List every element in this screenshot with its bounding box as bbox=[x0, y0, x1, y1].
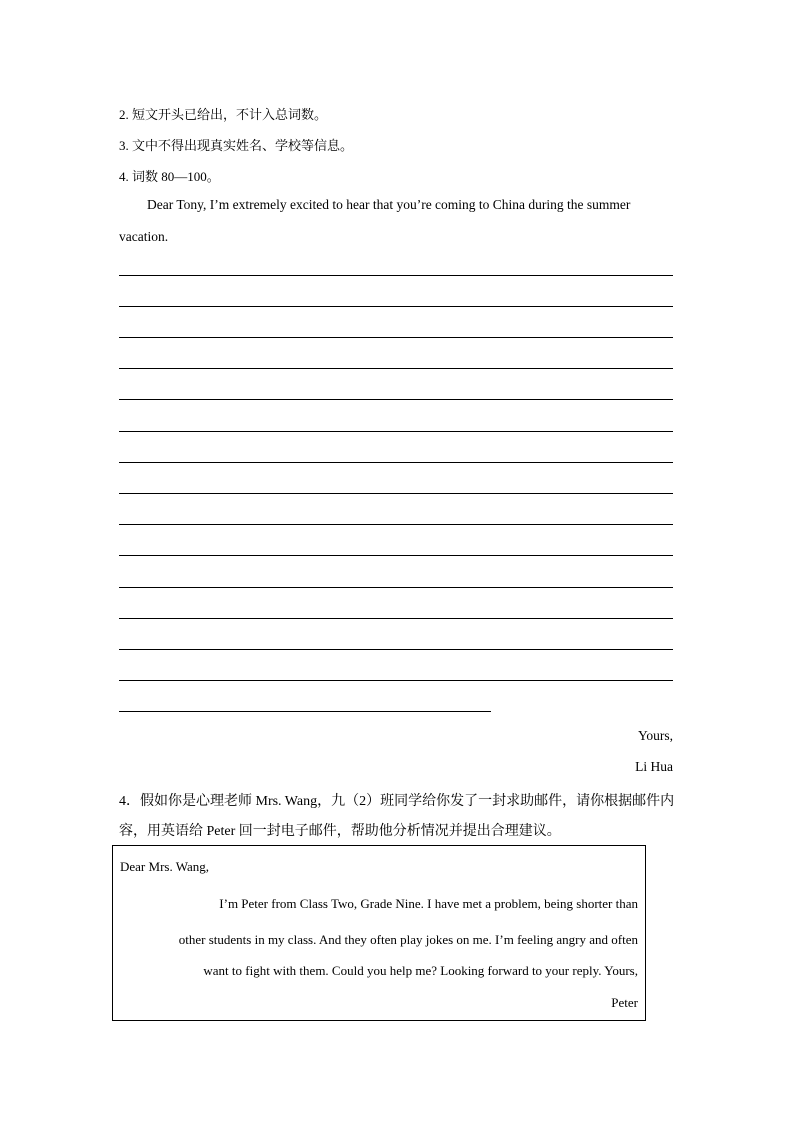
writing-line[interactable] bbox=[119, 275, 673, 276]
email-body-line-3: want to fight with them. Could you help me? Looking forward to your reply. Yours, bbox=[203, 963, 638, 978]
writing-line[interactable] bbox=[119, 306, 673, 307]
writing-line[interactable] bbox=[119, 587, 673, 588]
email-box bbox=[112, 845, 646, 1021]
requirement-2: 2. 短文开头已给出，不计入总词数。 bbox=[119, 107, 328, 122]
writing-line[interactable] bbox=[119, 555, 673, 556]
letter-opening-line-2: vacation. bbox=[119, 229, 169, 244]
requirement-4: 4. 词数 80—100。 bbox=[119, 169, 220, 184]
requirement-3: 3. 文中不得出现真实姓名、学校等信息。 bbox=[119, 138, 354, 153]
letter-closing: Yours, bbox=[637, 728, 673, 743]
writing-line[interactable] bbox=[119, 337, 673, 338]
task-4-line-2: 容，用英语给 Peter 回一封电子邮件，帮助他分析情况并提出合理建议。 bbox=[119, 824, 561, 839]
writing-line[interactable] bbox=[119, 618, 673, 619]
email-signature: Peter bbox=[611, 995, 638, 1010]
email-greeting: Dear Mrs. Wang, bbox=[120, 859, 209, 874]
writing-line[interactable] bbox=[119, 649, 673, 650]
writing-line[interactable] bbox=[119, 462, 673, 463]
writing-line[interactable] bbox=[119, 399, 673, 400]
writing-line[interactable] bbox=[119, 524, 673, 525]
letter-signature: Li Hua bbox=[635, 759, 673, 774]
writing-line[interactable] bbox=[119, 680, 673, 681]
writing-line[interactable] bbox=[119, 493, 673, 494]
letter-opening-line-1: Dear Tony, I’m extremely excited to hear that you’re coming to China during the summer bbox=[147, 197, 631, 212]
writing-line[interactable] bbox=[119, 368, 673, 369]
writing-line[interactable] bbox=[119, 431, 673, 432]
task-4-line-1: 4．假如你是心理老师 Mrs. Wang，九（2）班同学给你发了一封求助邮件，请你根据邮件内 bbox=[119, 794, 675, 809]
writing-line-last[interactable] bbox=[119, 711, 491, 712]
email-body-line-2: other students in my class. And they often play jokes on me. I’m feeling angry and often bbox=[178, 932, 638, 947]
email-body-line-1: I’m Peter from Class Two, Grade Nine. I have met a problem, being shorter than bbox=[219, 896, 638, 911]
